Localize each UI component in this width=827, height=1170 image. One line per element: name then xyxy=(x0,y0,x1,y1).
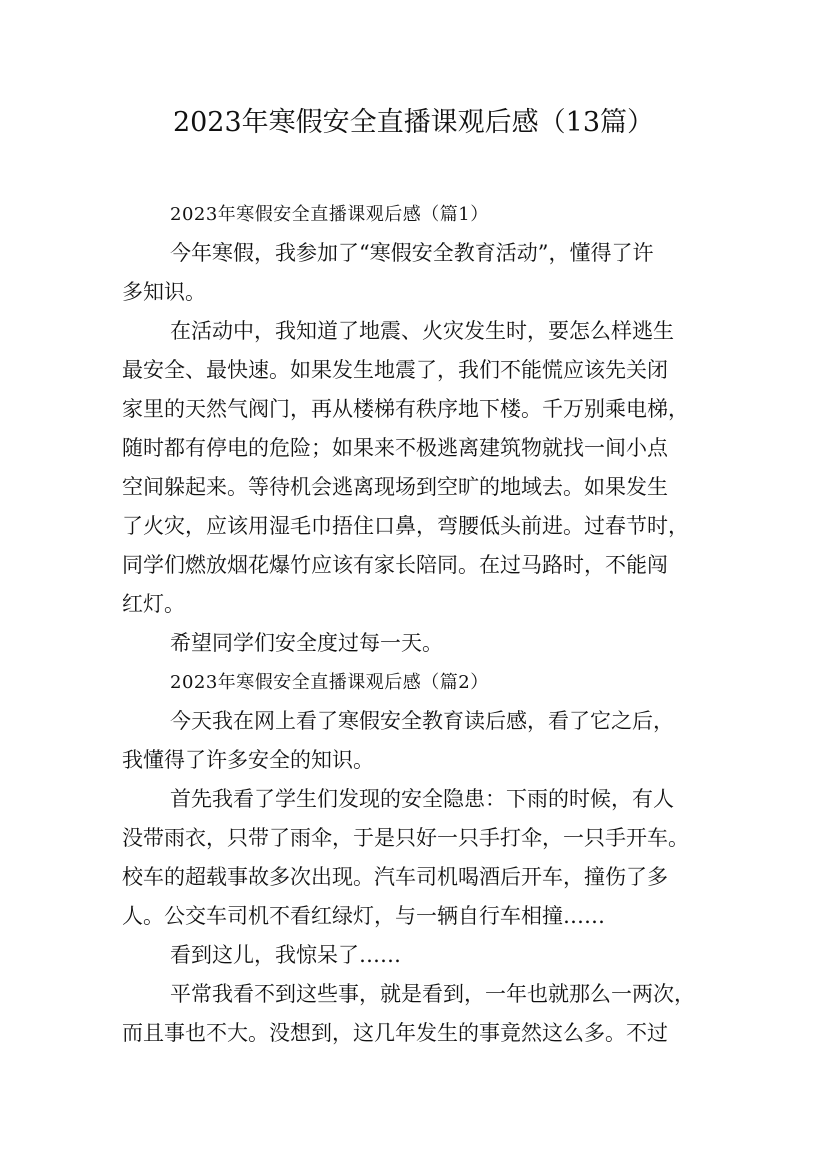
text-line: 同学们燃放烟花爆竹应该有家长陪同。在过马路时，不能闯 xyxy=(122,553,668,577)
text-line: 首先我看了学生们发现的安全隐患：下雨的时候，有人 xyxy=(170,787,674,811)
text-line: 随时都有停电的危险；如果来不极逃离建筑物就找一间小点 xyxy=(122,436,668,460)
text-line: 在活动中，我知道了地震、火灾发生时，要怎么样逃生 xyxy=(170,319,674,343)
text-line: 今年寒假，我参加了“寒假安全教育活动”，懂得了许 xyxy=(170,241,654,265)
text-line: 看到这儿，我惊呆了…… xyxy=(170,943,401,967)
text-line: 希望同学们安全度过每一天。 xyxy=(170,631,443,655)
text-line: 空间躲起来。等待机会逃离现场到空旷的地域去。如果发生 xyxy=(122,475,668,499)
text-line: 多知识。 xyxy=(122,280,206,304)
text-line: 而且事也不大。没想到，这几年发生的事竟然这么多。不过 xyxy=(122,1021,668,1045)
text-line: 平常我看不到这些事，就是看到，一年也就那么一两次， xyxy=(170,982,695,1006)
text-line: 没带雨衣，只带了雨伞，于是只好一只手打伞，一只手开车。 xyxy=(122,826,689,850)
text-line: 了火灾，应该用湿毛巾捂住口鼻，弯腰低头前进。过春节时， xyxy=(122,514,689,538)
text-line: 红灯。 xyxy=(122,592,185,616)
section-heading: 2023年寒假安全直播课观后感（篇2） xyxy=(170,672,489,693)
section-heading: 2023年寒假安全直播课观后感（篇1） xyxy=(170,204,489,225)
document-title: 2023年寒假安全直播课观后感（13篇） xyxy=(172,107,655,138)
text-line: 今天我在网上看了寒假安全教育读后感，看了它之后， xyxy=(170,709,674,733)
document-body xyxy=(122,195,712,1053)
text-line: 人。公交车司机不看红绿灯，与一辆自行车相撞…… xyxy=(122,904,605,928)
text-line: 校车的超载事故多次出现。汽车司机喝酒后开车，撞伤了多 xyxy=(122,865,668,889)
text-line: 最安全、最快速。如果发生地震了，我们不能慌应该先关闭 xyxy=(122,358,668,382)
text-line: 我懂得了许多安全的知识。 xyxy=(122,748,374,772)
text-line: 家里的天然气阀门，再从楼梯有秩序地下楼。千万别乘电梯， xyxy=(122,397,689,421)
